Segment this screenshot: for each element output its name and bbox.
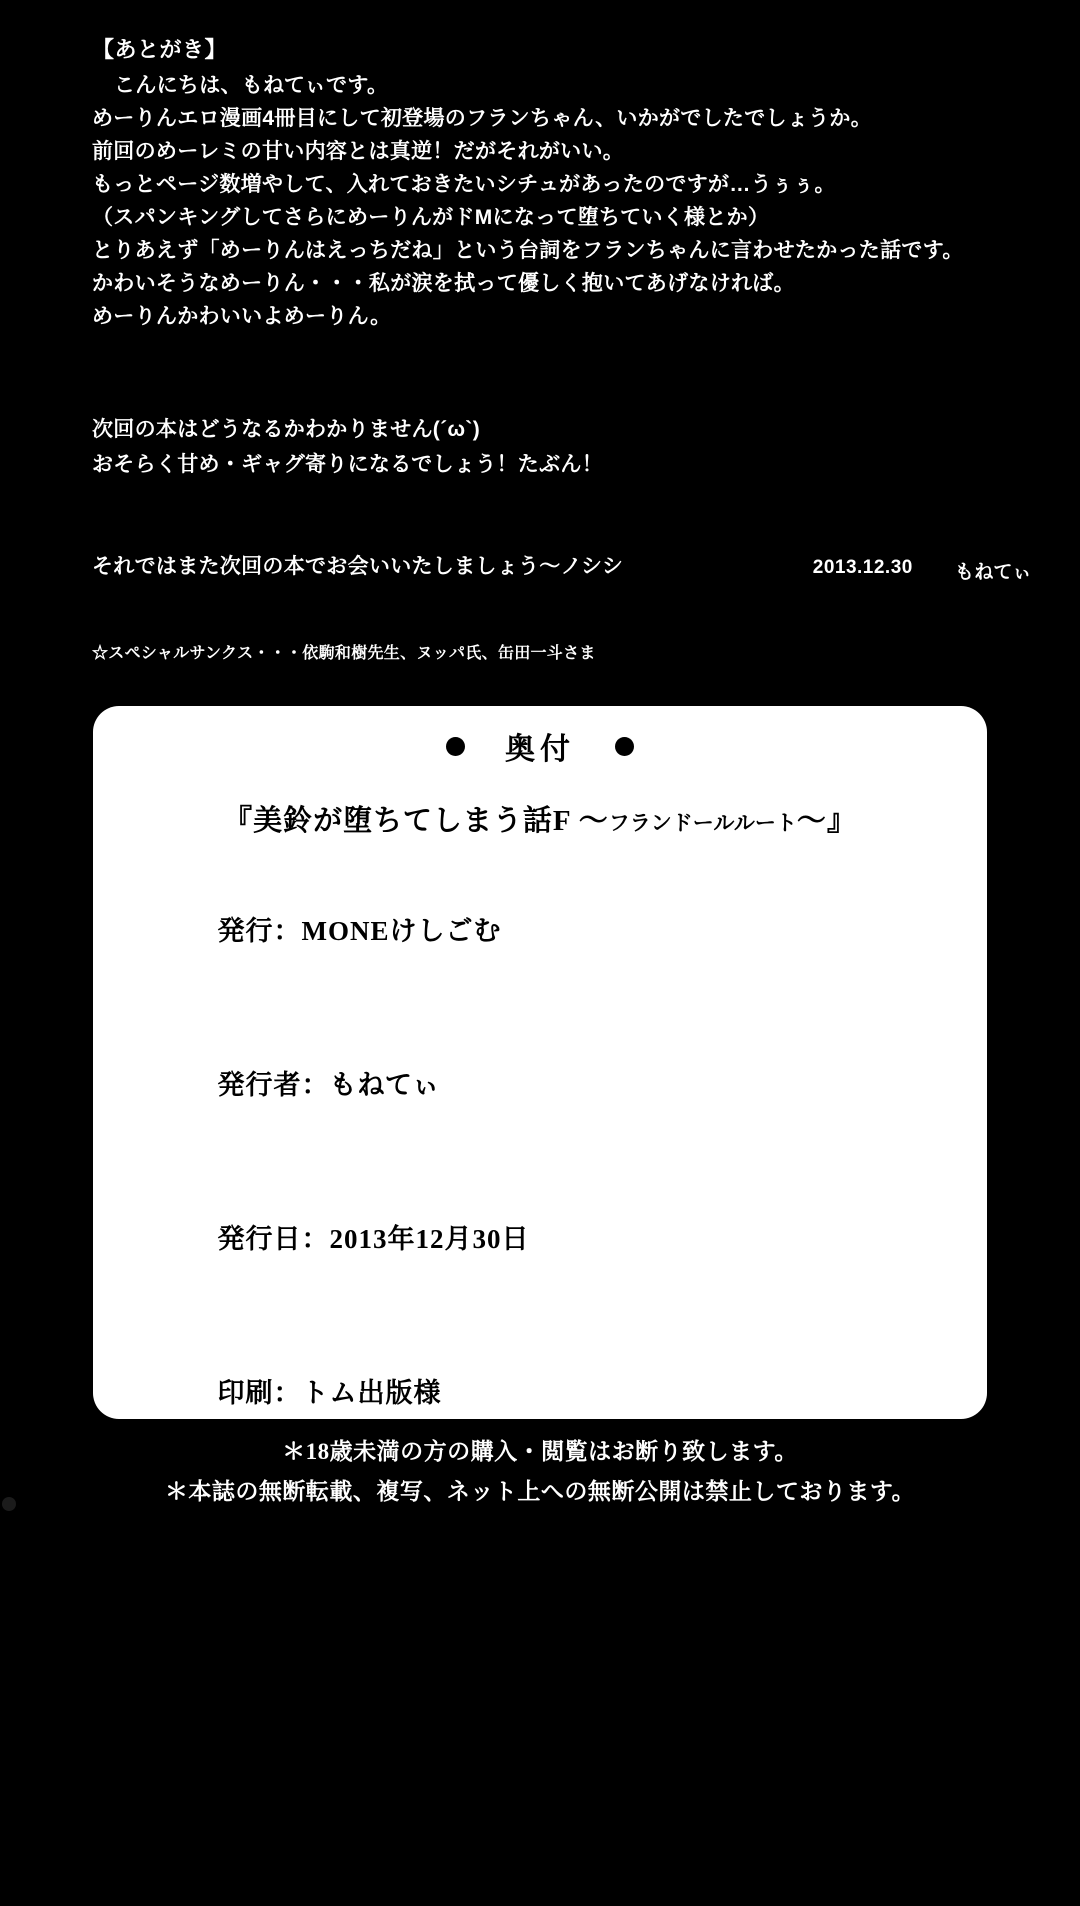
farewell-text: それではまた次回の本でお会いいたしましょう〜ノシシ xyxy=(92,555,624,578)
field-pubdate-value: 2013年12月30日 xyxy=(329,1224,530,1254)
legal-notices xyxy=(0,1432,1080,1512)
field-publisher xyxy=(171,874,931,988)
field-author-value: もねてぃ xyxy=(329,1070,441,1100)
twitter-handle: monety1285 xyxy=(336,1794,487,1824)
field-pubdate xyxy=(171,1182,931,1296)
afterword-line-8: めーりんかわいいよめーりん。 xyxy=(92,305,392,328)
bullet-dot-left-icon xyxy=(446,737,465,756)
work-title xyxy=(93,798,987,839)
field-publisher-label: 発行： xyxy=(217,916,302,946)
afterword-line-6: とりあえず「めーりんはえっちだね」という台詞をフランちゃんに言わせたかった話です。 xyxy=(92,239,964,262)
work-title-end: 〜』 xyxy=(796,805,857,837)
special-thanks: ☆スペシャルサンクス・・・依駒和樹先生、ヌッパ氏、缶田一斗さま xyxy=(92,645,596,662)
contact-email: daifuku1285@yahoo.co.jp xyxy=(329,1532,654,1562)
work-title-sub: フランドールルート xyxy=(608,811,797,835)
field-contact-label: 連絡先： xyxy=(217,1532,330,1562)
signature-row xyxy=(92,550,1032,584)
afterword-line-1: こんにちは、もねてぃです。 xyxy=(114,74,389,97)
field-pubdate-label: 発行日： xyxy=(217,1224,330,1254)
afterword-block xyxy=(92,34,1032,333)
notice-age-restriction: ＊18歳未満の方の購入・閲覧はお断り致します。 xyxy=(282,1439,798,1464)
colophon-header: 奥付 xyxy=(505,733,575,766)
afterword-line-2: めーりんエロ漫画4冊目にして初登場のフランちゃん、いかがでしたでしょうか。 xyxy=(92,107,873,130)
colophon-fields xyxy=(171,874,931,1906)
notice-reproduction-ban: ＊本誌の無断転載、複写、ネット上への無断公開は禁止しております。 xyxy=(164,1479,916,1504)
afterword-line-5: （スパンキングしてさらにめーりんがドMになって堕ちていく様とか） xyxy=(92,206,770,229)
field-contact xyxy=(171,1490,931,1718)
field-twitter xyxy=(171,1752,931,1866)
contact-pixiv-id: ：pixivID＝3066815 xyxy=(247,1608,499,1638)
author-name: もねてぃ xyxy=(954,562,1032,583)
next-issue-block xyxy=(92,412,1032,482)
field-printer-label: 印刷： xyxy=(217,1378,302,1408)
field-author-label: 発行者： xyxy=(217,1070,330,1100)
afterword-line-3: 前回のめーレミの甘い内容とは真逆！だがそれがいい。 xyxy=(92,140,625,163)
signature-right xyxy=(813,557,1032,584)
work-title-main: 『美鈴が堕ちてしまう話F 〜 xyxy=(223,805,609,837)
field-publisher-value: MONEけしごむ xyxy=(301,916,502,946)
afterword-heading: 【あとがき】 xyxy=(92,37,228,62)
next-issue-line-2: おそらく甘め・ギャグ寄りになるでしょう！たぶん！ xyxy=(92,453,603,476)
page-artifact xyxy=(2,1497,16,1511)
next-issue-line-1: 次回の本はどうなるかわかりません(´ω`) xyxy=(92,418,481,441)
publication-date: 2013.12.30 xyxy=(812,557,913,578)
field-printer-value: トム出版様 xyxy=(301,1378,442,1408)
colophon-header-row xyxy=(93,724,987,768)
bullet-dot-right-icon xyxy=(615,737,634,756)
field-twitter-label: Twitter： xyxy=(217,1794,337,1824)
field-author xyxy=(171,1028,931,1142)
afterword-line-7: かわいそうなめーりん・・・私が涙を拭って優しく抱いてあげなければ。 xyxy=(92,272,795,295)
afterword-line-4: もっとページ数増やして、入れておきたいシチュがあったのですが…うぅぅ。 xyxy=(92,173,836,196)
